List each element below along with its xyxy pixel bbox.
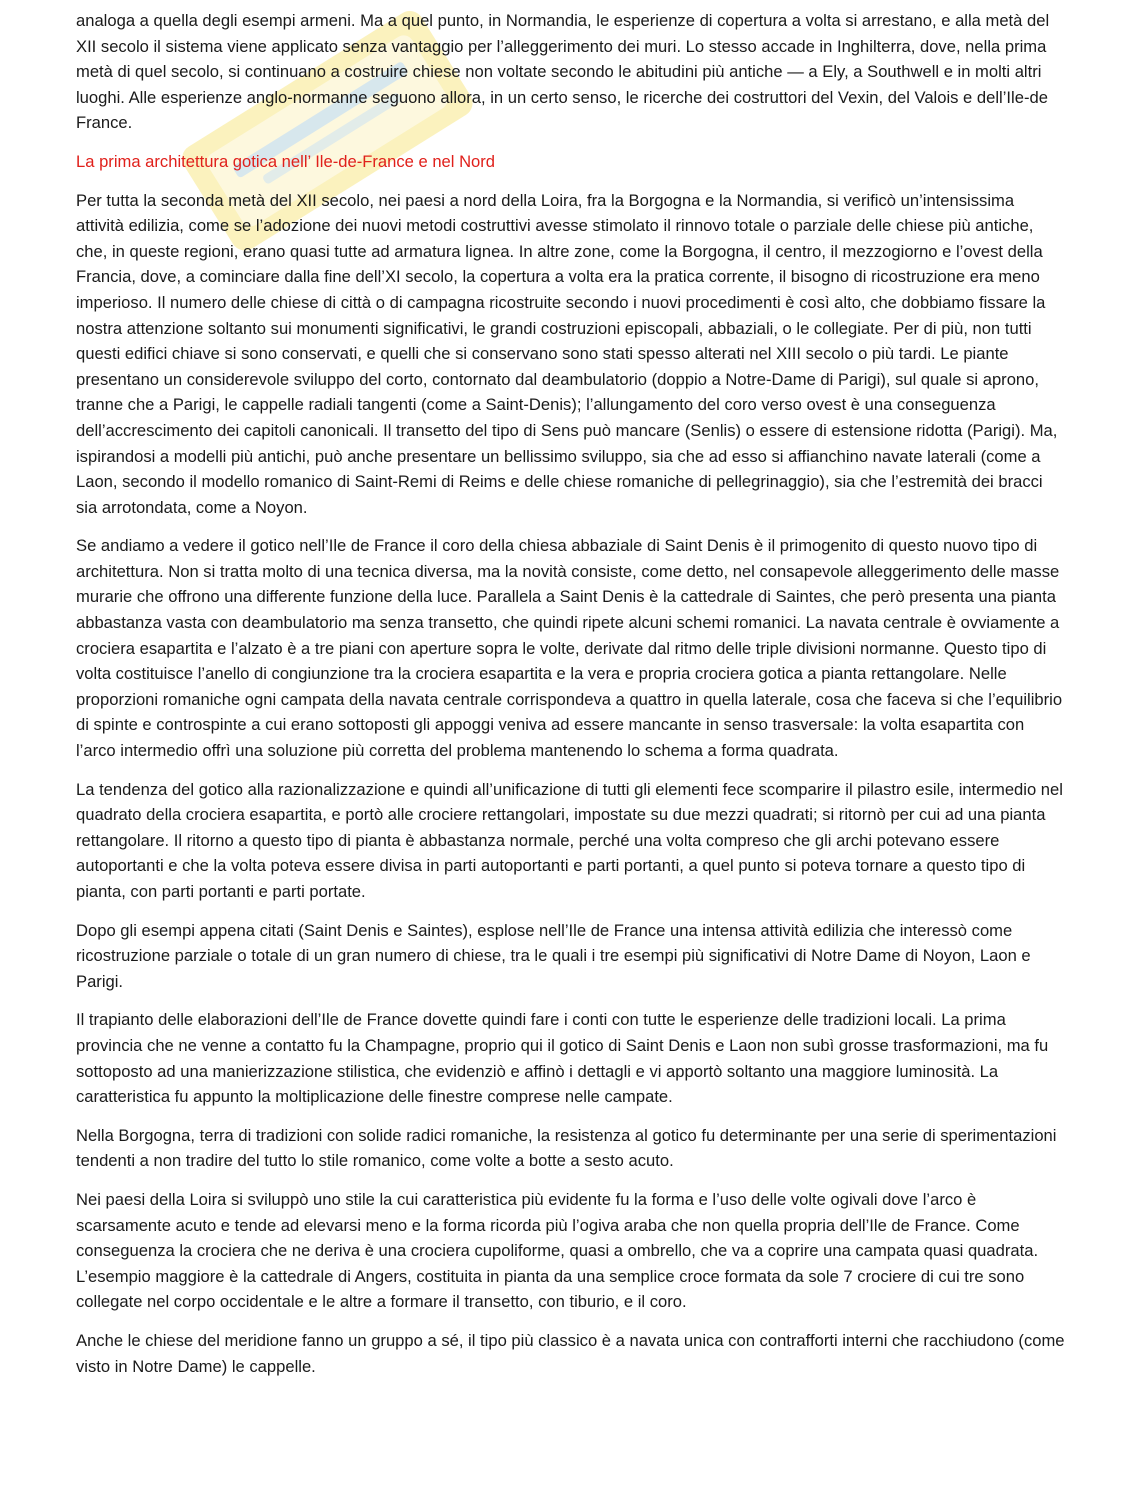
body-paragraph-4: Dopo gli esempi appena citati (Saint Denis e Saintes), esplose nell’Ile de France una intensa attività edilizia che interessò come ricostruzione parziale o totale di un gran numero di chiese, tra le quali i tre esempi più significativi di Notre Dame di Noyon, Laon e Parigi. [76,920,1031,991]
body-paragraph-1: Per tutta la seconda metà del XII secolo, nei paesi a nord della Loira, fra la Borgogna e la Normandia, si verificò un’intensissima attività edilizia, come se l’adozione dei nuovi metodi costruttivi avesse stimolato il rinnovo totale o parziale delle chiese più antiche, che, in queste regioni, erano quasi tutte ad armatura lignea. In altre zone, come la Borgogna, il centro, il mezzogiorno e l’ovest della Francia, dove, a cominciare dalla fine dell’XI secolo, la copertura a volta era la pratica corrente, il bisogno di ricostruzione era meno imperioso. Il numero delle chiese di città o di campagna ricostruite secondo i nuovi procedimenti è così alto, che dobbiamo fissare la nostra attenzione soltanto sui monumenti significativi, le grandi costruzioni episcopali, abbaziali, o le collegiate. Per di più, non tutti questi edifici chiave si sono conservati, e quelli che si conservano sono stati spesso alterati nel XIII secolo o più tardi. Le piante presentano un considerevole sviluppo del corto, contornato dal deambulatorio (doppio a Notre-Dame di Parigi), sul quale si aprono, tranne che a Parigi, le cappelle radiali tangenti (come a Saint-Denis); l’allungamento del coro verso ovest è una conseguenza dell’accrescimento dei capitoli canonicali. Il transetto del tipo di Sens può mancare (Senlis) o essere di estensione ridotta (Parigi). Ma, ispirandosi a modelli più antichi, può anche presentare un bellissimo sviluppo, sia che ad esso si affianchino navate laterali (come a Laon, secondo il modello romanico di Saint-Remi di Reims e delle chiese romaniche di pellegrinaggio), sia che l’estremità dei bracci sia arrotondata, come a Noyon. [76,190,1058,517]
body-paragraph-5: Il trapianto delle elaborazioni dell’Ile de France dovette quindi fare i conti con tutte le esperienze delle tradizioni locali. La prima provincia che ne venne a contatto fu la Champagne, proprio qui il gotico di Saint Denis e Laon non subì grosse trasformazioni, ma fu sottoposto ad una manierizzazione stilistica, che evidenziò e affinò i dettagli e vi apportò soltanto una maggiore luminosità. La caratteristica fu appunto la moltiplicazione delle finestre comprese nelle campate. [76,1010,1049,1107]
body-paragraph-3: La tendenza del gotico alla razionalizzazione e quindi all’unificazione di tutti gli elementi fece scomparire il pilastro esile, intermedio nel quadrato della crociera esapartita, e portò alle crociere rettangolari, impostate su due mezzi quadrati; si ritornò per cui ad una pianta rettangolare. Il ritorno a questo tipo di pianta è abbastanza normale, perché una volta compreso che gli archi potevano essere autoportanti e che la volta poteva essere divisa in parti autoportanti e parti portanti, a quel punto si poteva tornare a questo tipo di pianta, con parti portanti e parti portate. [76,779,1063,901]
document-page [76,8,1066,1392]
intro-paragraph: analoga a quella degli esempi armeni. Ma a quel punto, in Normandia, le esperienze di copertura a volta si arrestano, e alla metà del XII secolo il sistema viene applicato senza vantaggio per l’alleggerimento dei muri. Lo stesso accade in Inghilterra, dove, nella prima metà di quel secolo, si continuano a costruire chiese non voltate secondo le abitudini più antiche — a Ely, a Southwell e in molti altri luoghi. Alle esperienze anglo-normanne seguono allora, in un certo senso, le ricerche dei costruttori del Vexin, del Valois e dell’Ile-de France. [76,11,1050,133]
body-paragraph-2: Se andiamo a vedere il gotico nell’Ile de France il coro della chiesa abbaziale di Saint Denis è il primogenito di questo nuovo tipo di architettura. Non si tratta molto di una tecnica diversa, ma la novità consiste, come detto, nel consapevole alleggerimento delle masse murarie che offrono una differente funzione della luce. Parallela a Saint Denis è la cattedrale di Saintes, che però presenta una pianta abbastanza vasta con deambulatorio ma senza transetto, che quindi ripete alcuni schemi romanici. La navata centrale è ovviamente a crociera esapartita e l’alzato è a tre piani con aperture sopra le volte, derivate dal ritmo delle triple divisioni normanne. Questo tipo di volta costituisce l’anello di congiunzione tra la crociera esapartita e la vera e propria crociera gotica a pianta rettangolare. Nelle proporzioni romaniche ogni campata della navata centrale corrispondeva a quattro in quella laterale, cosa che faceva si che l’equilibrio di spinte e controspinte a cui erano sottoposti gli appoggi veniva ad essere mancante in senso trasversale: la volta esapartita con l’arco intermedio offrì una soluzione più corretta del problema mantenendo lo schema a forma quadrata. [76,536,1063,761]
section-heading: La prima architettura gotica nell’ Ile-de-France e nel Nord [76,151,496,171]
body-paragraph-6: Nella Borgogna, terra di tradizioni con solide radici romaniche, la resistenza al gotico fu determinante per una serie di sperimentazioni tendenti a non tradire del tutto lo stile romanico, come volte a botte a sesto acuto. [76,1125,1057,1171]
body-paragraph-7: Nei paesi della Loira si sviluppò uno stile la cui caratteristica più evidente fu la forma e l’uso delle volte ogivali dove l’arco è scarsamente acuto e tende ad elevarsi meno e la forma ricorda più l’ogiva araba che non quella propria dell’Ile de France. Come conseguenza la crociera che ne deriva è una crociera cupoliforme, quasi a ombrello, che va a coprire una campata quasi quadrata. L’esempio maggiore è la cattedrale di Angers, costituita in pianta da una semplice croce formata da sole 7 crociere di cui tre sono collegate nel corpo occidentale e le altre a formare il transetto, con tiburio, e il coro. [76,1189,1039,1312]
body-paragraph-8: Anche le chiese del meridione fanno un gruppo a sé, il tipo più classico è a navata unica con contrafforti interni che racchiudono (come visto in Notre Dame) le cappelle. [76,1330,1065,1376]
